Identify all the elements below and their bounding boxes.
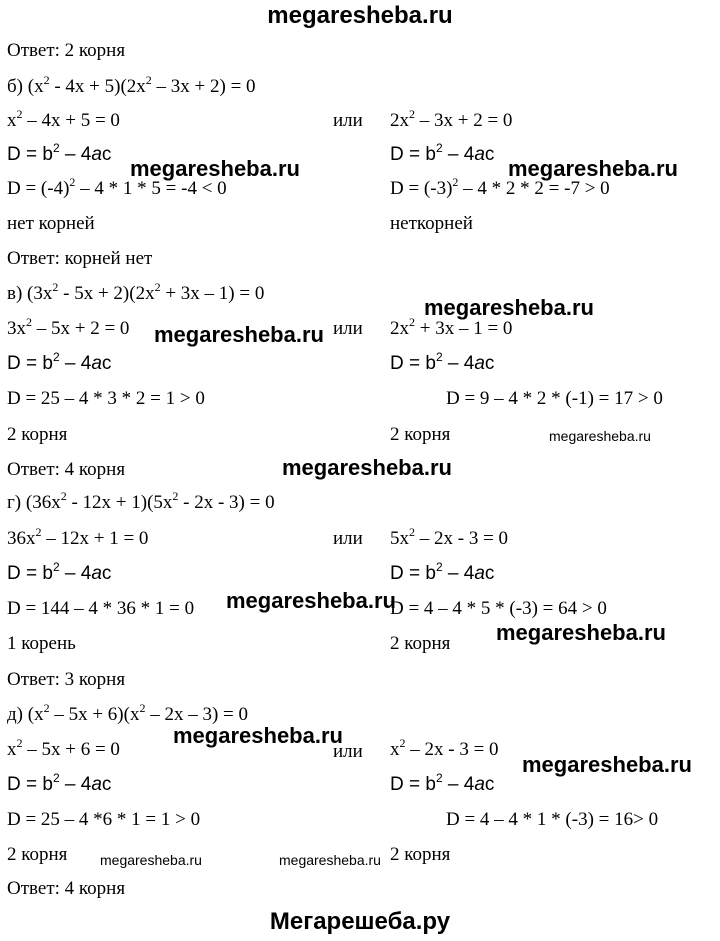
equation-c-title: в) $(3x^2 - 5x + 2)(2x^2 + 3x - 1) = 0$ [7, 280, 265, 304]
discriminant-formula: $D = b^2 - 4ac$ [7, 350, 112, 374]
discriminant-e-right: D = 4 – 4 * 1 * (-3) = 16> 0 [446, 809, 659, 830]
or-label: или [333, 528, 363, 549]
watermark-small: megaresheba.ru [549, 428, 651, 444]
answer-b: Ответ: корней нет [7, 248, 153, 269]
roots-d-left: 1 корень [7, 633, 76, 654]
discriminant-c-right: D = 9 – 4 * 2 * (-1) = 17 > 0 [446, 388, 663, 409]
roots-c-right: 2 корня [390, 424, 451, 445]
equation-b-left: $x^2 - 4x + 5 = 0$ [7, 107, 120, 131]
discriminant-formula: $D = b^2 - 4ac$ [390, 141, 495, 165]
watermark: megaresheba.ru [173, 723, 343, 748]
roots-c-left: 2 корня [7, 424, 68, 445]
discriminant-formula: $D = b^2 - 4ac$ [7, 771, 112, 795]
equation-d-title: г) $(36x^2 - 12x + 1)(5x^2 - 2x - 3) = 0$ [7, 489, 275, 513]
watermark-small: megaresheba.ru [279, 852, 381, 868]
watermark: megaresheba.ru [130, 156, 300, 181]
watermark: megaresheba.ru [282, 455, 452, 480]
answer-d: Ответ: 3 корня [7, 669, 126, 690]
equation-e-left: $x^2 - 5x + 6 = 0$ [7, 736, 120, 760]
or-label: или [333, 318, 363, 339]
watermark: megaresheba.ru [522, 752, 692, 777]
equation-c-right: $2x^2 + 3x - 1 = 0$ [390, 315, 513, 339]
discriminant-b-right: $D = (-3)^2 - 4 * 2 * 2 = -7 > 0$ [390, 175, 610, 199]
or-label: или [333, 110, 363, 131]
equation-b-right: $2x^2 - 3x + 2 = 0$ [390, 107, 513, 131]
watermark: megaresheba.ru [508, 156, 678, 181]
answer-c: Ответ: 4 корня [7, 459, 126, 480]
discriminant-b-left: $D = (-4)^2 - 4 * 1 * 5 = -4 < 0$ [7, 175, 227, 199]
roots-b-left: нет корней [7, 213, 95, 234]
discriminant-formula: $D = b^2 - 4ac$ [390, 560, 495, 584]
equation-c-left: $3x^2 - 5x + 2 = 0$ [7, 315, 130, 339]
equation-d-right: $5x^2 - 2x - 3 = 0$ [390, 525, 509, 549]
discriminant-formula: $D = b^2 - 4ac$ [390, 350, 495, 374]
roots-e-left: 2 корня [7, 844, 68, 865]
roots-d-right: 2 корня [390, 633, 451, 654]
discriminant-d-right: D = 4 – 4 * 5 * (-3) = 64 > 0 [390, 598, 607, 619]
equation-b-title: б) $(x^2 - 4x + 5)(2x^2 - 3x + 2) = 0$ [7, 73, 256, 97]
equation-e-title: д) $(x^2 - 5x + 6)(x^2 - 2x - 3) = 0$ [7, 701, 248, 725]
discriminant-d-left: D = 144 – 4 * 36 * 1 = 0 [7, 598, 195, 619]
equation-d-left: $36x^2 - 12x + 1 = 0$ [7, 525, 149, 549]
watermark-small: megaresheba.ru [100, 852, 202, 868]
equation-e-right: $x^2 - 2x - 3 = 0$ [390, 736, 499, 760]
watermark: megaresheba.ru [424, 295, 594, 320]
site-header: megaresheba.ru [267, 2, 453, 29]
discriminant-formula: $D = b^2 - 4ac$ [7, 141, 112, 165]
answer-a: Ответ: 2 корня [7, 40, 126, 61]
discriminant-e-left: D = 25 – 4 *6 * 1 = 1 > 0 [7, 809, 201, 830]
watermark: megaresheba.ru [496, 620, 666, 645]
roots-e-right: 2 корня [390, 844, 451, 865]
discriminant-c-left: D = 25 – 4 * 3 * 2 = 1 > 0 [7, 388, 205, 409]
site-footer: Мегарешеба.ру [269, 908, 451, 935]
discriminant-formula: $D = b^2 - 4ac$ [390, 771, 495, 795]
or-label: или [333, 741, 363, 762]
answer-e: Ответ: 4 корня [7, 878, 126, 899]
watermark: megaresheba.ru [226, 588, 396, 613]
roots-b-right: неткорней [390, 213, 473, 234]
discriminant-formula: $D = b^2 - 4ac$ [7, 560, 112, 584]
watermark: megaresheba.ru [154, 322, 324, 347]
